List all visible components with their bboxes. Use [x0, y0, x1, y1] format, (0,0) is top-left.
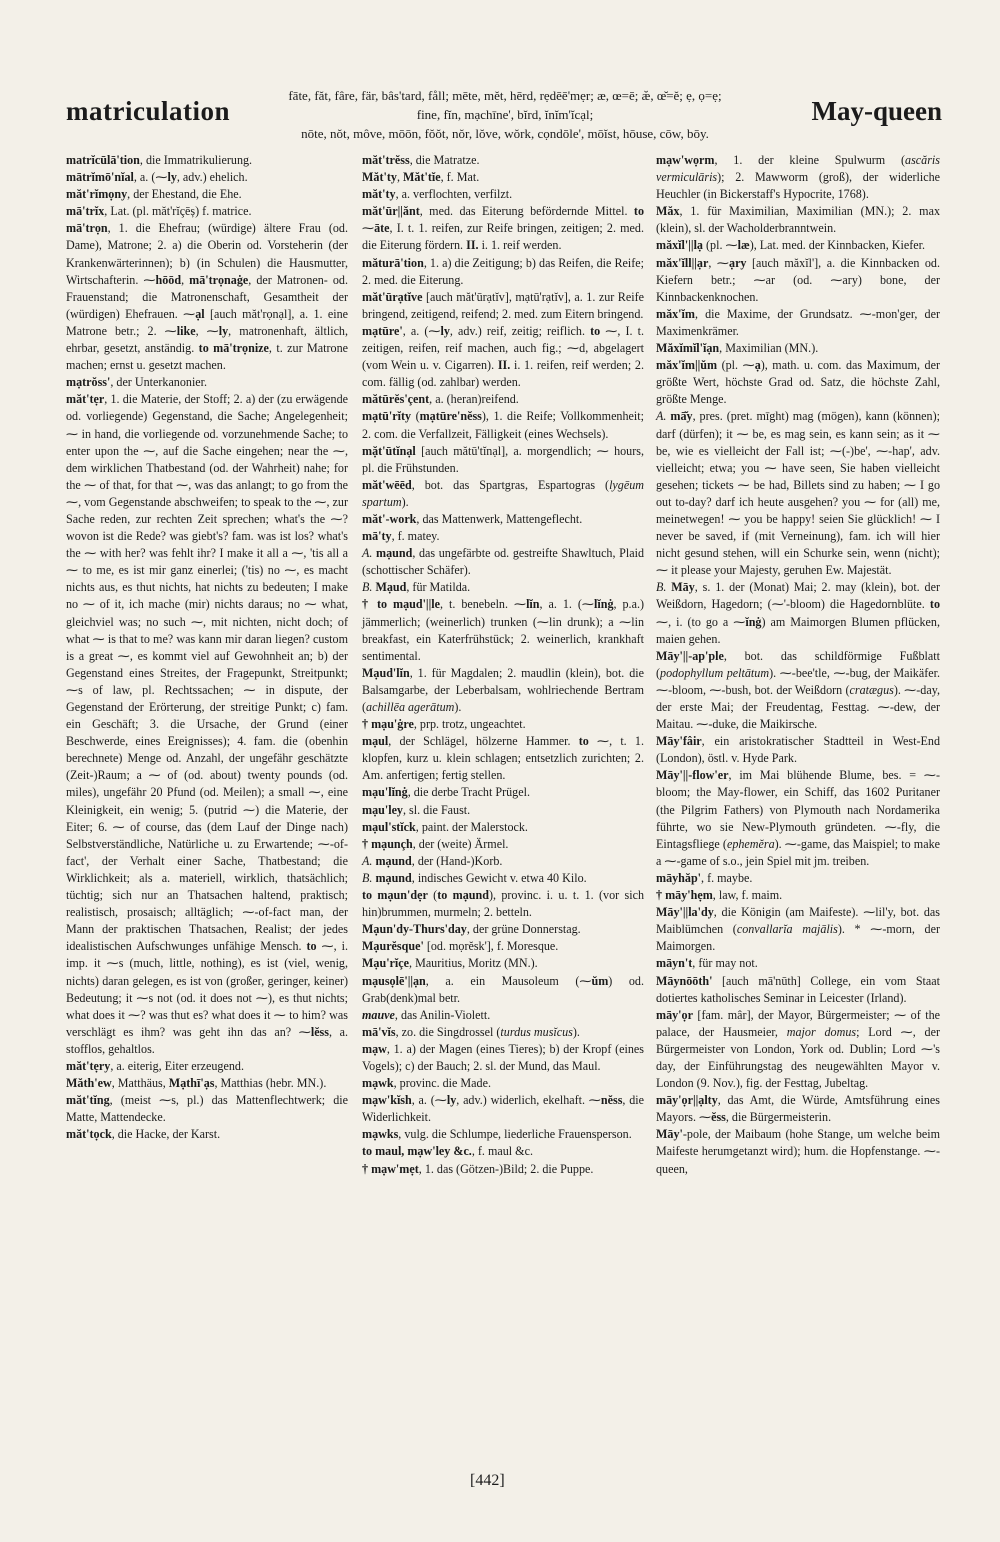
dictionary-entry: măt'tẹr, 1. die Materie, der Stoff; 2. a) der (zu erwägende od. vorliegende) Gegenstand, die Sache; Angelegenheit; ⁓ in hand, die vorliegende od. vorzunehmende Sache; to enter upon the ⁓, auf die Sache eingehen; near the ⁓, dem wirklichen Thatbestand (od. der Wahrheit) nahe; for the ⁓ of that, for that ⁓, was das anlangt; to go from the ⁓, vom Gegenstande abschweifen; to speak to the ⁓, zur Sache reden, zur rechten Zeit sprechen; what's the ⁓? wovon ist die Rede? was giebt's? fam. was ist los? what's the ⁓ with her? was fehlt ihr? I make it all a ⁓, 'tis all a ⁓ to me, es ist mir ganz einerlei; ('tis) no ⁓, es macht nichts aus, es thut nichts, hat nichts zu bedeuten; I make no ⁓ of it, ich mache (mir) nichts daraus; no ⁓ what, gleichviel was; no such ⁓, mit nichten, nicht doch; of what ⁓ is that to me? was kann mir daran liegen? custom is a great ⁓, es kommt viel auf Gewohnheit an; b) der Gegenstand eines Streites, der Fragepunkt, Streitpunkt; ⁓s of law, pl. Rechtssachen; ⁓ in dispute, der Gegenstand der Erörterung, der streitige Punkt; c) fam. ein Geschäft; 3. die Ursache, der Grund (einer Beschwerde, eines Ereignisses); 4. fam. die (obenhin berechnete) Menge od. Anzahl, der ungefähr geschätzte (Zeit-)Raum; a ⁓ of (od. about) twenty pounds (od. miles), ungefähr 20 Pfund (od. Meilen); a small ⁓, eine Kleinigkeit, ein wenig; 5. (putrid ⁓) die Materie, der Eiter; 6. ⁓ of course, das (dem Lauf der Dinge nach) Selbstverständliche, Natürliche u. zu Erwartende; ⁓-of-fact', der Verhalt einer Sache, Thatbestand; die Wirklichkeit; als a. materiell, wirklich, thatsächlich; tüchtig; sich nur an Thatsachen haltend, praktisch; realistisch, prosaisch; alltäglich; ⁓-of-fact man, der Mann der praktischen Thatsachen, Realist; der jedes idealistischen Aufschwunges unfähige Mensch. to ⁓, i. imp. it ⁓s (much, little, nothing), es ist (viel, wenig, nichts) daran gelegen, es ist von (großer, geringer, keiner) Bedeutung; it ⁓s not (od. it does not ⁓), es thut nichts; what does it ⁓? was thut es? what does it ⁓ to him? was verschlägt es ihm? was geht ihn das an? ⁓lĕss, a. stofflos, gehaltlos. — [66, 392, 348, 1056]
pronunciation-key-line-3: nōte, nŏt, môve, mōōn, fŏŏt, nŏr, lŏve, wŏrk, cọndōle', mōĭst, hōuse, cōw, bōy. — [301, 126, 709, 141]
dictionary-entry: māyn't, für may not. — [656, 956, 758, 971]
dictionary-entry: † mạunçh, der (weite) Ärmel. — [362, 836, 509, 851]
dictionary-entry: mā'vĭs, zo. die Singdrossel (turdus musĭcus). — [362, 1024, 580, 1039]
dictionary-entry: mā'trọn, 1. die Ehefrau; (würdige) ältere Frau (od. Dame), Matrone; 2. a) die Oberin od. Vorsteherin (der Krankenwärterinnen); b) (in Schulen) die Hausmutter, Wirtschafterin. ⁓hōōd, mā'trọnaġe, der Matronen- od. Frauenstand; die Matronenschaft, Gesamtheit der (würdigen) Ehefrauen. ⁓ạl [auch măt'rọnạl], a. 1. eine Matrone betr.; 2. ⁓like, ⁓ly, matronenhaft, ältlich, ehrbar, gesetzt, anständig. to mā'trọnize, t. zur Matrone machen; ernst u. gesetzt machen. — [66, 221, 349, 373]
dictionary-entry: Măt'ty, Măt'tĭe, f. Mat. — [362, 170, 480, 185]
dictionary-entry: Mạun'dy-Thurs'day, der grüne Donnerstag. — [362, 922, 581, 937]
dictionary-entry: to maul, mạw'ley &c., f. maul &c. — [362, 1144, 533, 1159]
dictionary-entry: mauve, das Anilin-Violett. — [362, 1007, 491, 1022]
pronunciation-key-line-1: fāte, făt, fâre, fär, bâs'tard, fåll; mēte, mĕt, hērd, rẹdēē'mẹr; æ, œ=ē; æ̆, œ̆=ĕ; ẹ, ọ=ẹ; — [288, 88, 722, 103]
pronunciation-key — [225, 86, 785, 143]
dictionary-entry: măxĭl'||lạ (pl. ⁓læ), Lat. med. der Kinnbacken, Kiefer. — [656, 238, 925, 253]
page-number: [442] — [470, 1472, 505, 1489]
dictionary-entry: măt'ty, a. verflochten, verfilzt. — [362, 187, 513, 202]
dictionary-entry: mạtūre', a. (⁓ly, adv.) reif, zeitig; reiflich. to ⁓, I. t. zeitigen, reifen, reif machen, auch fig.; ⁓d, abgelagert (vom Wein u. v. Cigarren). II. i. 1. reifen, reif werden; 2. com. fällig (od. zahlbar) werden. — [362, 323, 644, 390]
dictionary-entry: mạtrŏss', der Unterkanonier. — [66, 375, 208, 390]
dictionary-entry: Māy'||-ap'ple, bot. das schildförmige Fußblatt (podophyllum peltātum). ⁓-bee'tle, ⁓-bug, der Maikäfer. ⁓-bloom, ⁓-bush, bot. der Weißdorn (cratægus). ⁓-day, der erste Mai; der Freudentag, Festtag. ⁓-dew, der Maitau. ⁓-duke, die Maikirsche. — [656, 648, 940, 732]
dictionary-entry: matrĭcūlā'tion, die Immatrikulierung. — [66, 153, 253, 167]
running-head-right: May-queen — [811, 96, 942, 126]
dictionary-entry: măt'tẹry, a. eiterig, Eiter erzeugend. — [66, 1058, 244, 1073]
column-middle — [362, 152, 644, 1178]
dictionary-entry: măx'ĭm||ŭm (pl. ⁓ạ), math. u. com. das Maximum, der größte Wert, höchste Grad od. Satz, die höchste Zahl, größte Menge. — [656, 358, 940, 407]
dictionary-entry: Mạurĕsque' [od. mọrĕsk'], f. Moresque. — [362, 939, 559, 954]
dictionary-entry: māy'ọr [fam. mâr], der Mayor, Bürgermeister; ⁓ of the palace, der Hausmeier, major domus; Lord ⁓, der Bürgermeister von London, York od. Dublin; Lord ⁓'s day, der Einführungstag des neugewählten Mayor v. London (9. Nov.), fig. der Festtag, Jubeltag. — [656, 1007, 941, 1091]
dictionary-entry: mātrĭmō'nĭal, a. (⁓ly, adv.) ehelich. — [66, 170, 248, 185]
dictionary-entry: măt'tĭng, (meist ⁓s, pl.) das Mattenflechtwerk; die Matte, Mattendecke. — [66, 1093, 348, 1125]
dictionary-entry: măturā'tion, 1. a) die Zeitigung; b) das Reifen, die Reife; 2. med. die Eiterung. — [362, 255, 644, 287]
dictionary-entry: † mạw'mẹt, 1. das (Götzen-)Bild; 2. die Puppe. — [362, 1161, 594, 1176]
dictionary-entry: mā'ty, f. matey. — [362, 529, 440, 544]
dictionary-entry: mạu'lĭnġ, die derbe Tracht Prügel. — [362, 785, 530, 800]
dictionary-entry: măt'-work, das Mattenwerk, Mattengeflecht. — [362, 511, 583, 526]
dictionary-entry: A. mạund, das ungefärbte od. gestreifte Shawltuch, Plaid (schottischer Schäfer). — [362, 546, 644, 578]
dictionary-entry: mạtū'rĭty (mạtūre'nĕss), 1. die Reife; Vollkommenheit; 2. com. die Verfallzeit, Fälligkeit (eines Wechsels). — [362, 409, 644, 441]
dictionary-entry: măx'ĭm, die Maxime, der Grundsatz. ⁓-mon'ger, der Maximenkrämer. — [656, 306, 940, 338]
column-right — [656, 152, 940, 1178]
dictionary-entry: mạwks, vulg. die Schlumpe, liederliche Frauensperson. — [362, 1127, 632, 1142]
dictionary-entry: mătūrĕs'çent, a. (heran)reifend. — [362, 392, 519, 407]
dictionary-entry: măt'ūrạtĭve [auch măt'ūrạtĭv], mạtū'rạtĭv], a. 1. zur Reife bringend, zeitigend, reifend; 2. med. zum Eitern bringend. — [362, 289, 644, 321]
dictionary-entry: mạul'stĭck, paint. der Malerstock. — [362, 819, 528, 834]
dictionary-entry: măt'wēēd, bot. das Spartgras, Espartogras (lygēum spartum). — [362, 477, 644, 509]
dictionary-entry: † to mạud'||le, t. benebeln. ⁓lĭn, a. 1. (⁓lĭnġ, p.a.) jämmerlich; (weinerlich) trunken (⁓lin drunk); a ⁓lin breakfast, ein Katerfrühstück; 2. weinerlich, krankhaft sentimental. — [362, 597, 644, 663]
dictionary-entry: mạusọlē'||ạn, a. ein Mausoleum (⁓ŭm) od. Grab(denk)mal betr. — [362, 973, 644, 1005]
dictionary-entry: B. Mạud, für Matilda. — [362, 580, 471, 595]
dictionary-entry: Māy'fâir, ein aristokratischer Stadtteil in West-End (London), östl. v. Hyde Park. — [656, 734, 940, 766]
dictionary-entry: mạw'kĭsh, a. (⁓ly, adv.) widerlich, ekelhaft. ⁓nĕss, die Widerlichkeit. — [362, 1093, 645, 1125]
dictionary-entry: Măxĭmĭl'ĭạn, Maximilian (MN.). — [656, 341, 819, 356]
dictionary-entry: Mạud'lĭn, 1. für Magdalen; 2. maudlin (klein), bot. die Balsamgarbe, der Leberbalsam, wohlriechende Bertram (achillēa agerātum). — [362, 665, 644, 714]
dictionary-entry: mạw'wọrm, 1. der kleine Spulwurm (ascăris vermiculāris); 2. Mawworm (groß), der widerliche Heuchler (in Bickerstaff's Hypocrite, 1768). — [656, 153, 940, 202]
dictionary-entry: măt'ūr||ănt, med. das Eiterung befördernde Mittel. to ⁓āte, I. t. 1. reifen, zur Reife bringen, zeitigen; 2. med. die Eiterung fördern. II. i. 1. reif werden. — [362, 204, 644, 253]
dictionary-entry: † mạu'ġre, prp. trotz, ungeachtet. — [362, 717, 526, 732]
dictionary-entry: B. Māy, s. 1. der (Monat) Mai; 2. may (klein), bot. der Weißdorn, Hagedorn; (⁓'-bloom) die Hagedornblüte. to ⁓, i. (to go a ⁓ĭnġ) am Maimorgen Blumen pflücken, maien gehen. — [656, 580, 940, 646]
dictionary-entry: Māy'-pole, der Maibaum (hohe Stange, um welche beim Maifeste herumgetanzt wird); hum. die Hopfenstange. ⁓-queen, — [656, 1127, 940, 1176]
dictionary-entry: A. mā̆y, pres. (pret. mīght) mag (mögen), kann (können); darf (dürfen); it ⁓ be, es mag sein, es kann sein; as it ⁓ be, wie es vielleicht der Fall ist; ⁓(-)be', ⁓-hap', adv. vielleicht; etwa; you ⁓ have seen, Sie haben vielleicht gesehen; tickets ⁓ be had, Billets sind zu haben; ⁓ I go out to-day? darf ich heute ausgehen? you ⁓ for (all) me, meinetwegen! ⁓ you be happy! seien Sie glücklich! ⁓ I never be saved, if (mit Verneinung), fam. ich will hier nicht gesund stehen, will ein Schurke sein, wenn (nicht); ⁓ it please your Majesty, geruhen Ew. Majestät. — [656, 409, 940, 578]
dictionary-entry: Măth'ew, Matthäus, Mạthī'ạs, Matthias (hebr. MN.). — [66, 1076, 327, 1091]
column-left — [66, 152, 348, 1143]
dictionary-entry: A. mạund, der (Hand-)Korb. — [362, 853, 503, 868]
dictionary-entry: māyhăp', f. maybe. — [656, 870, 753, 885]
dictionary-entry: măx'ĭll||ạr, ⁓ạry [auch măxĭl'], a. die Kinnbacken od. Kiefern betr.; ⁓ar (od. ⁓ary) bone, der Kinnbackenknochen. — [656, 255, 941, 304]
dictionary-entry: † māy'hẹm, law, f. maim. — [656, 888, 783, 903]
dictionary-entry: to mạun'dẹr (to mạund), provinc. i. u. t. 1. (vor sich hin)brummen, murmeln; 2. betteln. — [362, 888, 644, 920]
dictionary-entry: măt'tọck, die Hacke, der Karst. — [66, 1127, 221, 1142]
dictionary-entry: māy'ọr||ạlty, das Amt, die Würde, Amtsführung eines Mayors. ⁓ĕss, die Bürgermeisterin. — [656, 1093, 940, 1125]
dictionary-entry: mạul, der Schlägel, hölzerne Hammer. to ⁓, t. 1. klopfen, kurz u. klein schlagen; entsetzlich zurichten; 2. Am. anfertigen; fertig stellen. — [362, 734, 644, 783]
dictionary-entry: Māy'||la'dy, die Königin (am Maifeste). ⁓lil'y, bot. das Maiblümchen (convallarĭa majālis). * ⁓-morn, der Maimorgen. — [656, 905, 940, 954]
dictionary-entry: măt'trĕss, die Matratze. — [362, 153, 480, 167]
dictionary-entry: măt'rĭmọny, der Ehestand, die Ehe. — [66, 187, 242, 202]
dictionary-entry: mặt'ūtĭnạl [auch mătū'tĭnạl], a. morgendlich; ⁓ hours, pl. die Frühstunden. — [362, 443, 644, 475]
dictionary-entry: Măx, 1. für Maximilian, Maximilian (MN.); 2. max (klein), sl. der Wacholderbranntwein. — [656, 204, 940, 236]
dictionary-entry: mạwk, provinc. die Made. — [362, 1076, 491, 1091]
running-head-left: matriculation — [66, 96, 230, 126]
dictionary-entry: Māynōōth' [auch mā'nūth] College, ein vom Staat dotiertes katholisches Seminar in Leicester (Irland). — [656, 973, 940, 1005]
dictionary-entry: Māy'||-flow'er, im Mai blühende Blume, bes. = ⁓-bloom; the May-flower, ein Schiff, das 1602 Puritaner (the Pilgrim Fathers) von Plymouth nach Nordamerika führte, wo sie New-Plymouth gründeten. ⁓-fly, die Eintagsfliege (ephemĕra). ⁓-game, das Maispiel; to make a ⁓-game of s.o., jein Spiel mit jm. treiben. — [656, 768, 940, 868]
dictionary-entry: B. mạund, indisches Gewicht v. etwa 40 Kilo. — [362, 870, 587, 885]
dictionary-entry: Mạu'rĭçe, Mauritius, Moritz (MN.). — [362, 956, 538, 971]
dictionary-entry: mạw, 1. a) der Magen (eines Tieres); b) der Kropf (eines Vogels); c) der Bauch; 2. sl. der Mund, das Maul. — [362, 1041, 644, 1073]
dictionary-entry: mạu'ley, sl. die Faust. — [362, 802, 471, 817]
pronunciation-key-line-2: fine, fĭn, mạchīne', bĭrd, ĭnĭm'ĭcạl; — [416, 107, 594, 122]
dictionary-entry: mā'trĭx, Lat. (pl. măt'rĭçēș) f. matrice. — [66, 204, 252, 219]
